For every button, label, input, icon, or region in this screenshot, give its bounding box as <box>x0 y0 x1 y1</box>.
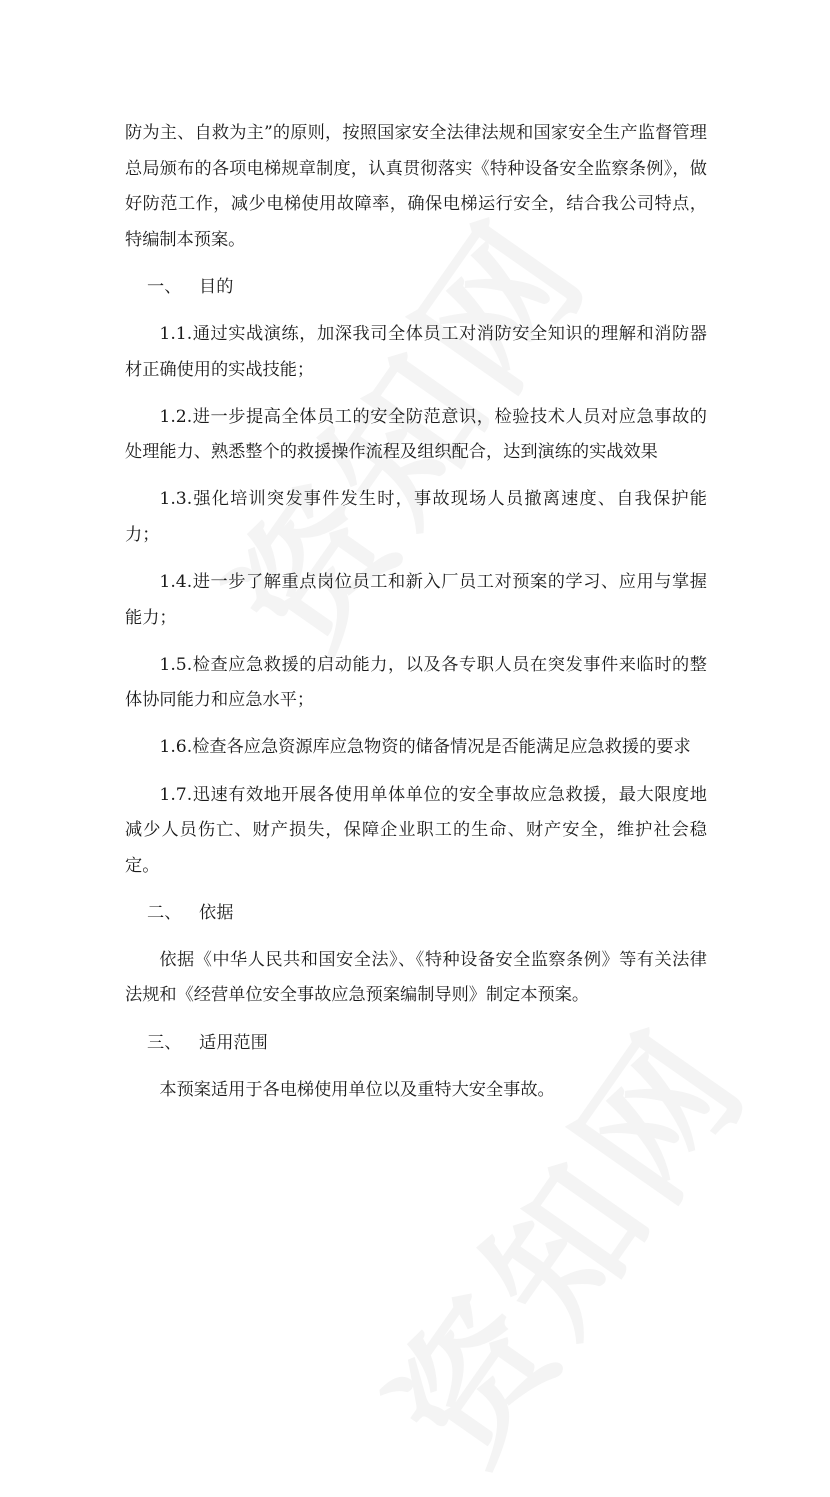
document-body <box>125 116 707 1120</box>
list-item: 1.1.通过实战演练，加深我司全体员工对消防安全知识的理解和消防器材正确使用的实战技能； <box>125 323 707 380</box>
list-item: 1.4.进一步了解重点岗位员工和新入厂员工对预案的学习、应用与掌握能力； <box>125 572 707 628</box>
paragraph: 依据《中华人民共和国安全法》、《特种设备安全监察条例》等有关法律法规和《经营单位安全事故应急预案编制导则》制定本预案。 <box>125 949 707 1006</box>
section-heading-scope <box>125 1026 707 1062</box>
list-item: 1.3.强化培训突发事件发生时，事故现场人员撤离速度、自我保护能力； <box>125 489 707 545</box>
list-item: 1.5.检查应急救援的启动能力，以及各专职人员在突发事件来临时的整体协同能力和应急水平； <box>125 654 707 711</box>
section-number: 一、 <box>147 276 182 297</box>
list-item: 1.7.迅速有效地开展各使用单体单位的安全事故应急救援，最大限度地减少人员伤亡、财产损失，保障企业职工的生命、财产安全，维护社会稳定。 <box>125 784 707 876</box>
section-title: 适用范围 <box>199 1032 268 1053</box>
section-title: 依据 <box>199 902 234 923</box>
section-number: 三、 <box>147 1032 182 1053</box>
intro-paragraph: 防为主、自救为主”的原则，按照国家安全法律法规和国家安全生产监督管理总局颁布的各项电梯规章制度，认真贯彻落实《特种设备安全监察条例》，做好防范工作，减少电梯使用故障率，确保电梯运行安全，结合我公司特点，特编制本预案。 <box>125 123 707 250</box>
section-number: 二、 <box>147 902 182 923</box>
list-item: 1.2.进一步提高全体员工的安全防范意识，检验技术人员对应急事故的处理能力、熟悉整个的救援操作流程及组织配合，达到演练的实战效果 <box>125 406 707 463</box>
section-heading-purpose <box>125 270 707 306</box>
section-title: 目的 <box>199 276 234 297</box>
paragraph: 本预案适用于各电梯使用单位以及重特大安全事故。 <box>159 1079 555 1100</box>
section-heading-basis <box>125 896 707 932</box>
list-item: 1.6.检查各应急资源库应急物资的储备情况是否能满足应急救援的要求 <box>159 737 691 758</box>
